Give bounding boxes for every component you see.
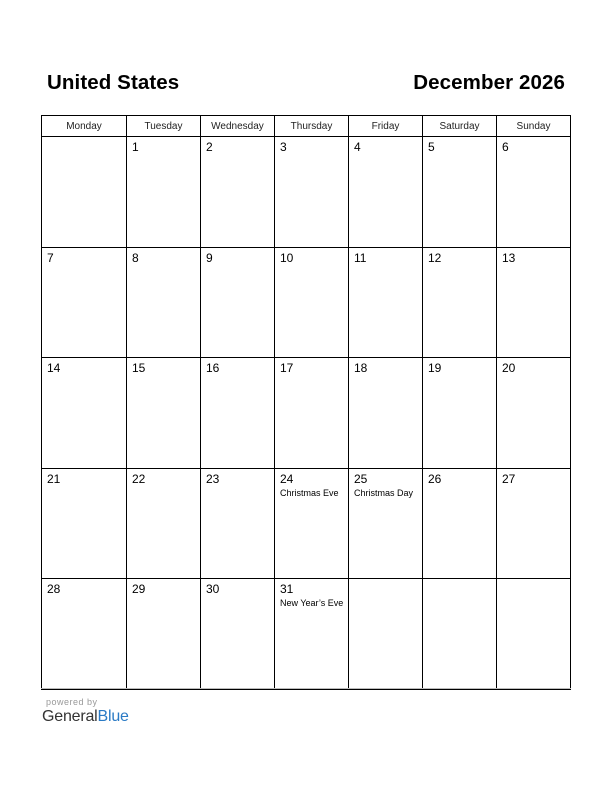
day-cell	[423, 468, 497, 579]
day-number: 30	[206, 582, 220, 596]
footer-divider	[41, 688, 571, 689]
day-cell	[497, 579, 571, 690]
weekday-header-row	[42, 116, 571, 137]
week-row	[42, 358, 571, 469]
day-cell	[349, 247, 423, 358]
weekday-monday: Monday	[42, 116, 127, 137]
country-title: United States	[47, 71, 180, 94]
day-number: 20	[502, 361, 516, 375]
day-cell	[497, 468, 571, 579]
day-number: 7	[47, 250, 54, 265]
generalblue-logo[interactable]	[42, 708, 129, 726]
logo-blue-text: Blue	[97, 708, 129, 725]
day-cell	[423, 579, 497, 690]
day-cell	[275, 468, 349, 579]
day-number: 1	[132, 140, 139, 154]
day-cell	[201, 579, 275, 690]
month-title: December 2026	[413, 71, 565, 94]
day-number: 23	[206, 471, 220, 486]
weekday-tuesday: Tuesday	[127, 116, 201, 137]
day-cell	[275, 579, 349, 690]
day-number: 17	[280, 361, 294, 375]
day-cell	[42, 468, 127, 579]
week-row	[42, 468, 571, 579]
weekday-friday: Friday	[349, 116, 423, 137]
day-number: 8	[132, 250, 139, 265]
day-cell	[201, 247, 275, 358]
day-cell	[275, 247, 349, 358]
day-number: 19	[428, 361, 442, 375]
day-number: 11	[354, 250, 367, 265]
powered-by-text: powered by	[46, 697, 98, 707]
day-cell	[42, 579, 127, 690]
day-cell	[497, 247, 571, 358]
day-number: 4	[354, 140, 361, 154]
weekday-wednesday: Wednesday	[201, 116, 275, 137]
day-number: 10	[280, 250, 294, 265]
day-cell	[275, 358, 349, 469]
day-cell	[42, 358, 127, 469]
day-number: 29	[132, 582, 146, 596]
day-cell	[349, 579, 423, 690]
day-cell	[423, 137, 497, 248]
day-cell	[497, 137, 571, 248]
day-number: 16	[206, 361, 220, 375]
week-row	[42, 247, 571, 358]
day-number: 14	[47, 361, 61, 375]
day-cell	[349, 137, 423, 248]
week-row	[42, 579, 571, 690]
day-number: 21	[47, 471, 61, 486]
day-number: 13	[502, 250, 516, 265]
logo-general-text: General	[42, 708, 98, 725]
day-cell	[497, 358, 571, 469]
day-number: 6	[502, 140, 509, 154]
day-number: 2	[206, 140, 213, 154]
day-cell	[201, 358, 275, 469]
day-number: 27	[502, 471, 516, 486]
holiday-label: Christmas Day	[354, 487, 414, 498]
day-cell	[127, 247, 201, 358]
day-number: 25	[354, 471, 368, 486]
day-cell	[127, 358, 201, 469]
day-cell	[42, 247, 127, 358]
day-cell	[423, 358, 497, 469]
day-number: 22	[132, 471, 146, 486]
weekday-saturday: Saturday	[423, 116, 497, 137]
day-number: 28	[47, 582, 61, 596]
day-number: 31	[280, 582, 294, 596]
day-cell	[127, 579, 201, 690]
day-number: 3	[280, 140, 287, 154]
calendar-grid	[41, 115, 571, 690]
day-cell	[349, 468, 423, 579]
holiday-label: New Year’s Eve	[280, 598, 344, 608]
day-number: 18	[354, 361, 368, 375]
day-number: 9	[206, 250, 213, 265]
holiday-label: Christmas Eve	[280, 487, 339, 498]
day-number: 26	[428, 471, 442, 486]
day-cell	[201, 468, 275, 579]
day-cell	[127, 468, 201, 579]
day-number: 12	[428, 250, 442, 265]
day-cell	[423, 247, 497, 358]
week-row	[42, 137, 571, 248]
day-cell	[201, 137, 275, 248]
day-number: 15	[132, 361, 146, 375]
day-number: 24	[280, 471, 294, 486]
day-cell	[349, 358, 423, 469]
day-number: 5	[428, 140, 435, 154]
day-cell	[42, 137, 127, 248]
weekday-sunday: Sunday	[497, 116, 571, 137]
day-cell	[127, 137, 201, 248]
weekday-thursday: Thursday	[275, 116, 349, 137]
day-cell	[275, 137, 349, 248]
